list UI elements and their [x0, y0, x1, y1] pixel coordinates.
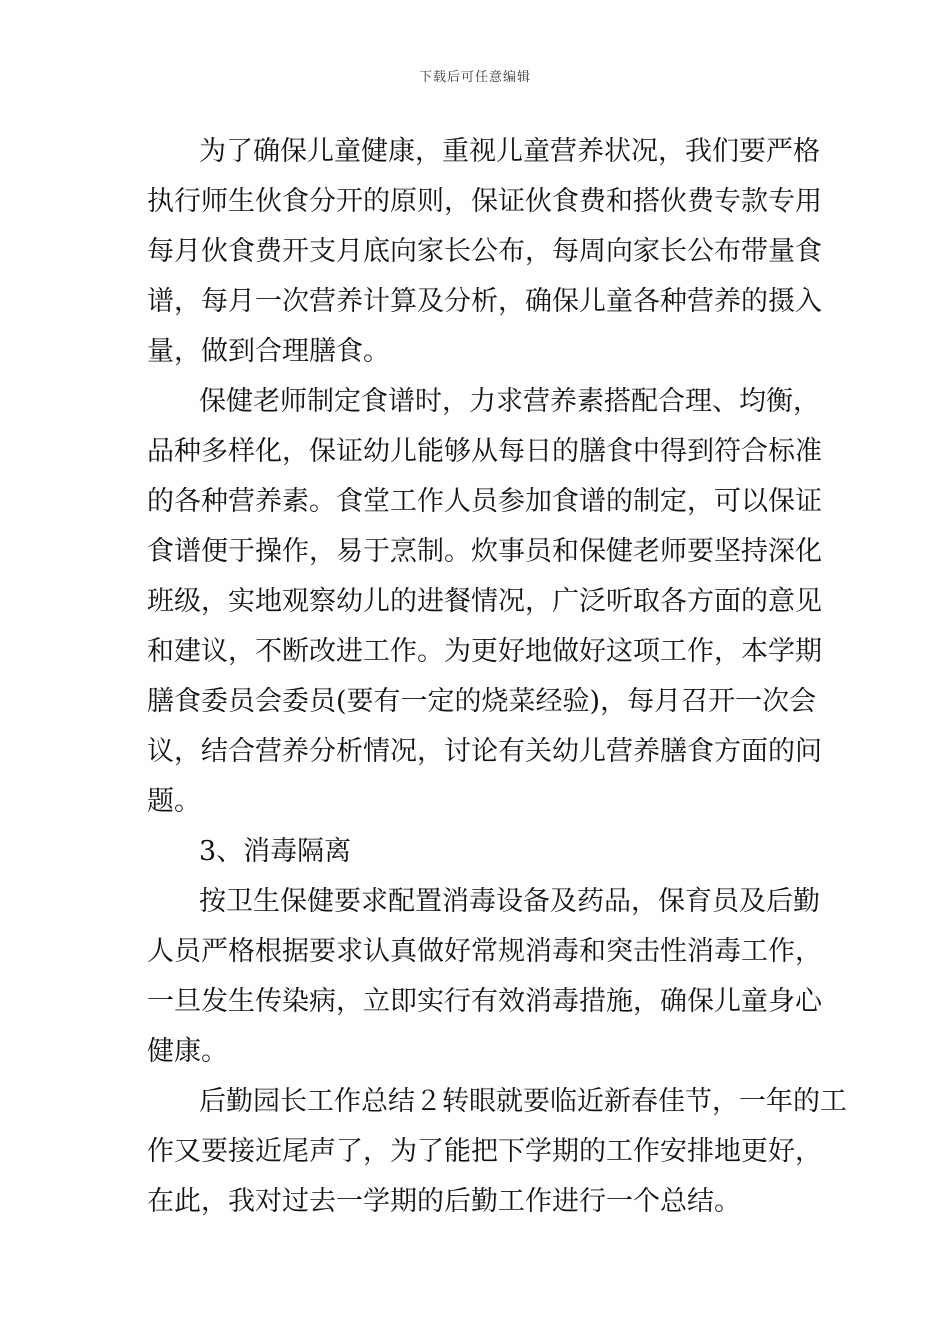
paragraph-line: 议，结合营养分析情况，讨论有关幼儿营养膳食方面的问: [147, 736, 822, 767]
paragraph-line: 和建议，不断改进工作。为更好地做好这项工作，本学期: [147, 636, 822, 667]
paragraph-line: 保健老师制定食谱时，力求营养素搭配合理、均衡，: [199, 386, 820, 417]
paragraph-line: 为了确保儿童健康，重视儿童营养状况，我们要严格: [199, 136, 820, 167]
section-heading: 3、消毒隔离: [199, 836, 352, 867]
page-header-watermark: 下载后可任意编辑: [418, 70, 531, 85]
paragraph-line: 人员严格根据要求认真做好常规消毒和突击性消毒工作，: [147, 936, 822, 967]
paragraph-line: 作又要接近尾声了，为了能把下学期的工作安排地更好，: [147, 1136, 822, 1167]
paragraph-line: 品种多样化，保证幼儿能够从每日的膳食中得到符合标准: [147, 436, 822, 467]
paragraph-line: 后勤园长工作总结２转眼就要临近新春佳节，一年的工: [199, 1086, 847, 1117]
paragraph-line: 食谱便于操作，易于烹制。炊事员和保健老师要坚持深化: [147, 536, 822, 567]
paragraph-line: 在此，我对过去一学期的后勤工作进行一个总结。: [147, 1186, 741, 1217]
paragraph-line: 每月伙食费开支月底向家长公布，每周向家长公布带量食: [147, 236, 822, 267]
paragraph-line: 健康。: [147, 1036, 228, 1067]
paragraph-line: 量，做到合理膳食。: [147, 336, 390, 367]
paragraph-line: 的各种营养素。食堂工作人员参加食谱的制定，可以保证: [147, 486, 822, 517]
paragraph-line: 膳食委员会委员(要有一定的烧菜经验)，每月召开一次会: [147, 686, 817, 717]
paragraph-line: 一旦发生传染病，立即实行有效消毒措施，确保儿童身心: [147, 986, 822, 1017]
paragraph-line: 谱，每月一次营养计算及分析，确保儿童各种营养的摄入: [147, 286, 822, 317]
paragraph-line: 班级，实地观察幼儿的进餐情况，广泛听取各方面的意见: [147, 586, 822, 617]
paragraph-line: 执行师生伙食分开的原则，保证伙食费和搭伙费专款专用: [147, 186, 822, 217]
paragraph-line: 题。: [147, 786, 201, 817]
paragraph-line: 按卫生保健要求配置消毒设备及药品，保育员及后勤: [199, 886, 820, 917]
